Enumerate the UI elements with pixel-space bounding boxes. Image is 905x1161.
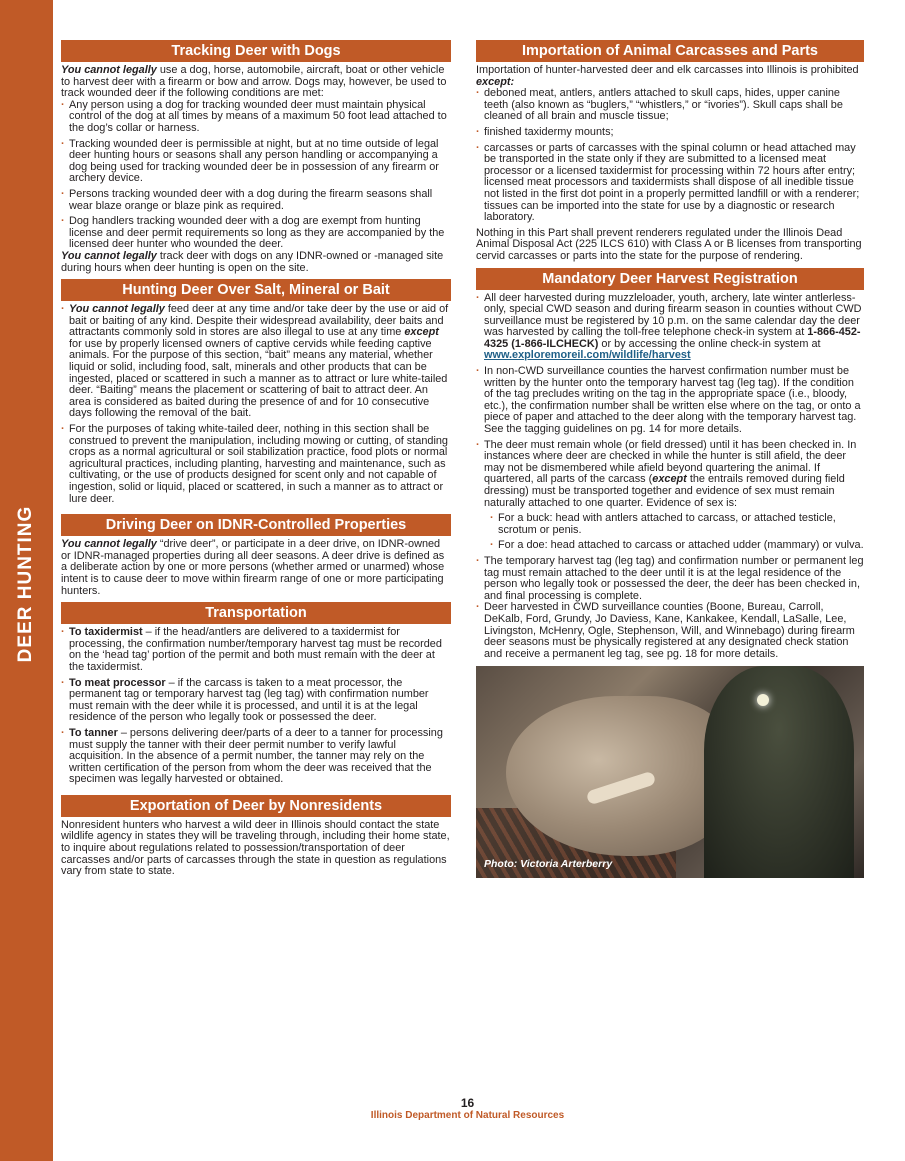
registration-heading: Mandatory Deer Harvest Registration bbox=[476, 268, 864, 290]
export-heading: Exportation of Deer by Nonresidents bbox=[61, 795, 451, 817]
list-item: · Any person using a dog for tracking wounded deer must maintain physical control of the dog at all times by means of a maximum 50 foot lead attached to the dog’s collar or harness. bbox=[61, 100, 451, 135]
bait-heading: Hunting Deer Over Salt, Mineral or Bait bbox=[61, 279, 451, 301]
right-column bbox=[476, 40, 864, 878]
hunter-deer-photo bbox=[476, 666, 864, 878]
list-item: · To taxidermist – if the head/antlers are delivered to a taxidermist for processing, the confirmation number/temporary harvest tag must be recorded on the ‘head tag’ portion of the permit and both must remain with the deer at the taxidermist. bbox=[61, 627, 451, 673]
list-item: · The deer must remain whole (or field dressed) until it has been checked in. In instances where deer are checked in while the hunter is still afield, the deer may not be dismembered while afield beyond quartering the animal. If quartered, all parts of the carcass (except the entrails removed during field dressing) must be transported together and evidence of sex must remain naturally attached to one quarter. Evidence of sex is: bbox=[476, 440, 864, 510]
list-item: · deboned meat, antlers, antlers attached to skull caps, hides, upper canine teeth (also known as “buglers,” “whistlers,” or “ivories”). Skull caps shall be cleaned of all brain and muscle tissue; bbox=[476, 88, 864, 123]
left-column bbox=[61, 40, 451, 878]
list-item: · Deer harvested in CWD surveillance counties (Boone, Bureau, Carroll, DeKalb, Ford, Grundy, Jo Daviess, Kane, Kankakee, Kendall, LaSalle, Lee, Livingston, McHenry, Ogle, Stephenson, Will, and Winnebago) during firearm deer seasons must be physically registered at any designated check station and receive a permanent leg tag, see pg. 18 for more details. bbox=[476, 602, 864, 660]
harvest-link[interactable]: www.exploremoreil.com/wildlife/harvest bbox=[484, 349, 691, 362]
driving-heading: Driving Deer on IDNR-Controlled Properties bbox=[61, 514, 451, 536]
list-item: · All deer harvested during muzzleloader, youth, archery, late winter antlerless-only, special CWD season and during firearm season in counties without CWD surveillance must be registered by 10 p.m. on the same calendar day the deer was harvested by calling the toll-free telephone check-in system at 1-866-452-4325 (1-866-ILCHECK) or by accessing the online check-in system at www.exploremoreil.com/wildlife/harvest bbox=[476, 293, 864, 363]
photo-caption: Photo: Victoria Arterberry bbox=[484, 858, 613, 871]
list-item: · carcasses or parts of carcasses with the spinal column or head attached may be transported in the state only if they are submitted to a licensed meat processor or a licensed taxidermist for processing within 72 hours after entry; licensed meat processors and taxidermists shall dispose of all inedible tissue not listed in the first dot point in a properly permitted landfill or with a renderer; tissues can be imported into the state for use by a diagnostic or research laboratory. bbox=[476, 143, 864, 224]
list-item: · To meat processor – if the carcass is taken to a meat processor, the permanent tag or temporary harvest tag (leg tag) with confirmation number must remain with the deer while it is processed, and until it is at the legal residence of the person who legally took or possessed the deer. bbox=[61, 678, 451, 724]
list-item: · You cannot legally feed deer at any time and/or take deer by the use or aid of bait or baiting of any kind. Despite their widespread availability, deer baits and attractants commonly sold in stores are also illegal to use at any time except for use by properly licensed owners of captive cervids while feeding captive animals. For the purpose of this section, “bait” means any material, whether liquid or solid, including food, salt, minerals and other products that can be ingested, placed or scattered in such a manner as to attract or lure white-tailed deer. “Baiting” means the placement or scattering of bait to attract deer. An area is considered as baited during the presence of and for 10 consecutive days following the removal of the bait. bbox=[61, 304, 451, 420]
list-item: · Persons tracking wounded deer with a dog during the firearm seasons shall wear blaze orange or blaze pink as required. bbox=[61, 189, 451, 212]
photo-hunter bbox=[704, 666, 854, 878]
footer-org: Illinois Department of Natural Resources bbox=[370, 1110, 565, 1121]
tracking-intro: You cannot legally use a dog, horse, automobile, aircraft, boat or other vehicle to harvest deer with a firearm or bow and arrow. Dogs may, however, be used to track wounded deer if the following conditions are met: bbox=[61, 64, 447, 100]
import-heading: Importation of Animal Carcasses and Parts bbox=[476, 40, 864, 62]
section-label: DEER HUNTING bbox=[15, 505, 36, 663]
list-item: · Tracking wounded deer is permissible at night, but at no time outside of legal deer hunting hours or seasons shall any person handling or accompanying a dog being used for tracking wounded deer be in possession of any firearm or archery device. bbox=[61, 139, 451, 185]
list-item: · For a buck: head with antlers attached to carcass, or attached testicle, scrotum or penis. bbox=[476, 513, 864, 536]
list-item: · The temporary harvest tag (leg tag) and confirmation number or permanent leg tag must remain attached to the deer until it is at the legal residence of the person who legally took or possessed the deer, the deer has been checked in, and final processing is complete. bbox=[476, 556, 864, 602]
page-number: 16 bbox=[460, 1096, 475, 1110]
sidebar bbox=[0, 0, 53, 1161]
list-item: · Dog handlers tracking wounded deer with a dog are exempt from hunting license and deer permit requirements so long as they are accompanied by the licensed deer hunter who wounded the deer. bbox=[61, 216, 451, 251]
list-item: · finished taxidermy mounts; bbox=[476, 127, 864, 139]
tracking-heading: Tracking Deer with Dogs bbox=[61, 40, 451, 62]
list-item: · In non-CWD surveillance counties the harvest confirmation number must be written by the hunter onto the temporary harvest tag (leg tag). If the condition of the tag precludes writing on the tag in the appropriate space (i.e., bloody, etc.), the confirmation number shall be written else where on the tag, or onto a piece of paper and attached to the deer along with the temporary harvest tag. See the tagging guidelines on pg. 14 for more details. bbox=[476, 366, 864, 436]
list-item: · To tanner – persons delivering deer/parts of a deer to a tanner for processing must supply the tanner with their deer permit number to verify lawful acquisition. In the absence of a permit number, the tanner may rely on the written certification of the person from whom the deer was received that the specimen was legally harvested or obtained. bbox=[61, 728, 451, 786]
transport-heading: Transportation bbox=[61, 602, 451, 624]
list-item: · For the purposes of taking white-tailed deer, nothing in this section shall be construed to prevent the manipulation, including mowing or cutting, of standing crops as a normal agricultural or soil stabilization practice, food plots or normal agricultural practices, including planting, harvesting and maintenance, such as cultivating, or the use of products designed for scent only and not capable of ingestion, solid or liquid, placed or scattered, in such a manner as to attract or lure deer. bbox=[61, 424, 451, 505]
tracking-outro: You cannot legally track deer with dogs on any IDNR-owned or -managed site during hours when deer hunting is open on the site. bbox=[61, 249, 444, 274]
export-text: Nonresident hunters who harvest a wild deer in Illinois should contact the state wildlife agency in states they will be traveling through, including their home state, to inquire about regulations related to possession/transportation of deer carcasses and/or parts of carcasses through the state in question as regulations vary from state to state. bbox=[61, 818, 450, 878]
driving-text: You cannot legally “drive deer”, or participate in a deer drive, on IDNR-owned or IDNR-managed properties during all deer seasons. A deer drive is defined as a deliberate action by one or more persons (whether armed or unarmed) whose intent is to cause deer to move within firearm range of one or more participating hunters. bbox=[61, 538, 445, 597]
import-closing: Nothing in this Part shall prevent renderers regulated under the Illinois Dead Animal Disposal Act (225 ILCS 610) with Class A or B licenses from transporting cervid carcasses or parts into the state for the purpose of rendering. bbox=[476, 226, 862, 262]
import-intro: Importation of hunter-harvested deer and elk carcasses into Illinois is prohibited except: bbox=[476, 64, 859, 88]
list-item: · For a doe: head attached to carcass or attached udder (mammary) or vulva. bbox=[476, 540, 864, 552]
